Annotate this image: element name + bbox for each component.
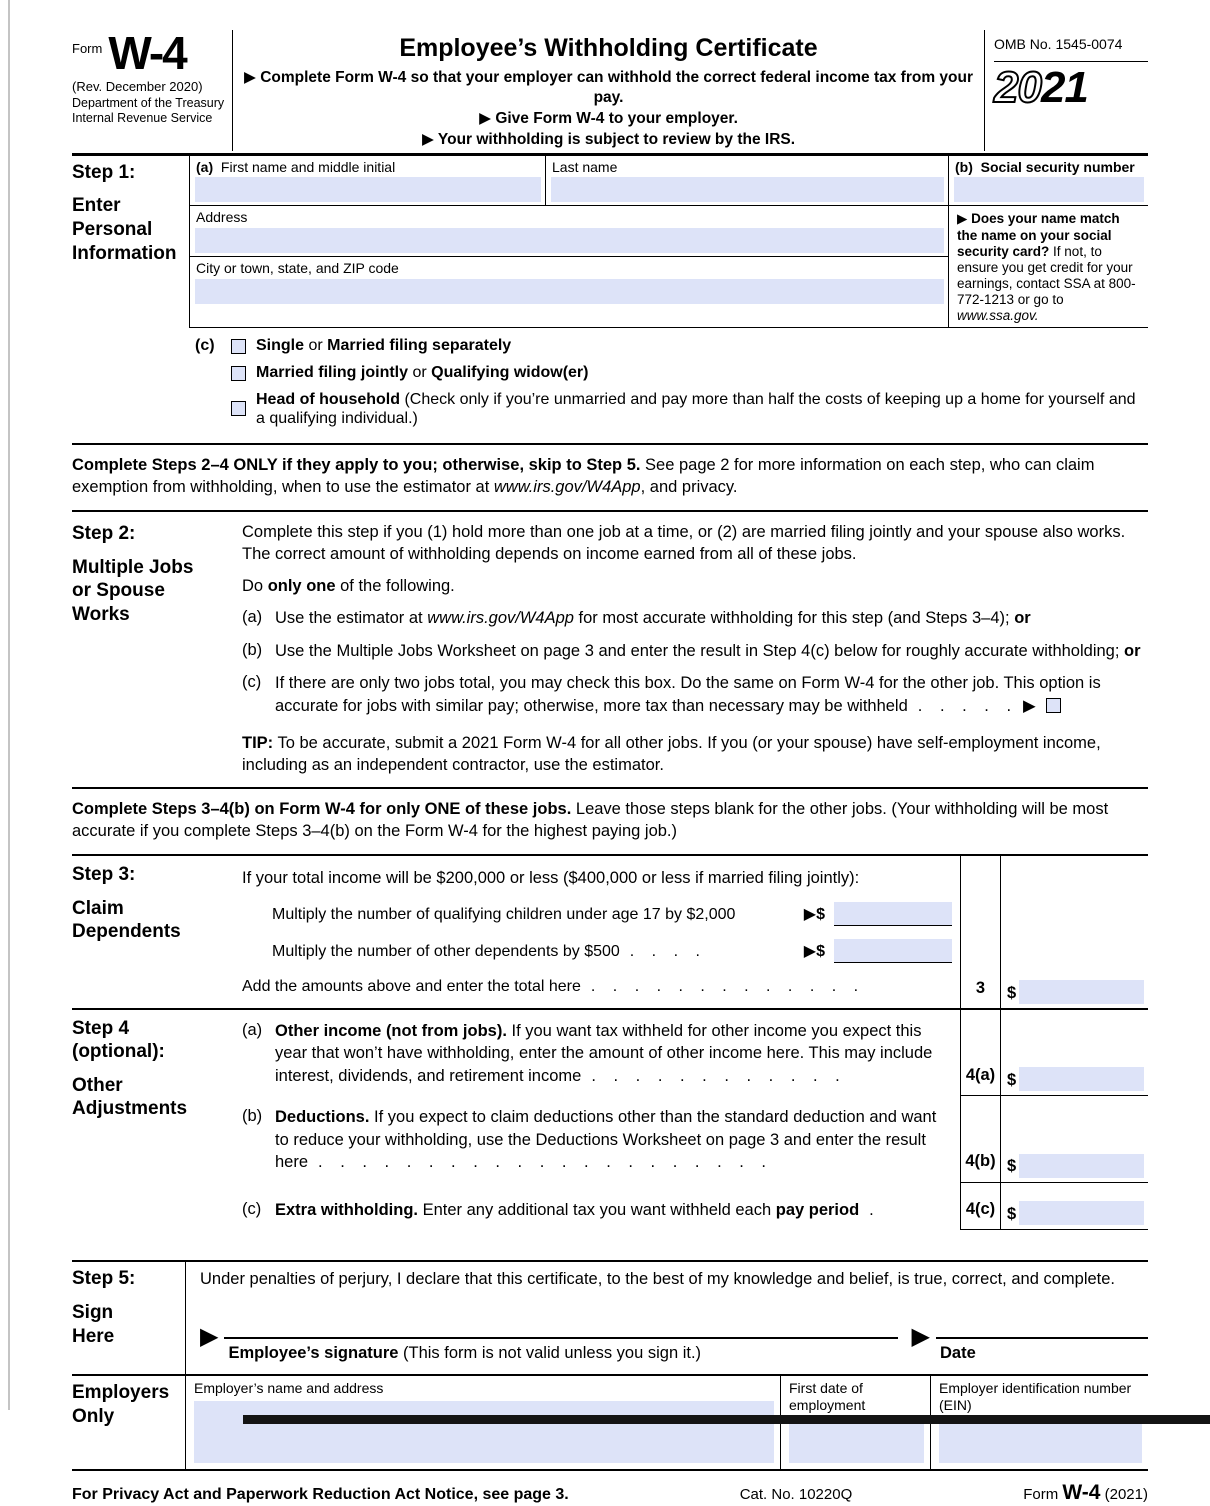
tax-year-outline: 20: [994, 63, 1041, 113]
date-line[interactable]: [936, 1337, 1148, 1364]
step4-label-optional: (optional):: [72, 1040, 165, 1062]
first-name-input[interactable]: [195, 177, 541, 202]
signature-row: [200, 1322, 1148, 1364]
ssn-tag: (b): [955, 158, 973, 175]
filing-status-group: [189, 328, 1148, 443]
header-instruction-3: ▶ Your withholding is subject to review by the IRS.: [421, 130, 796, 148]
ein-input[interactable]: [939, 1418, 1142, 1463]
first-name-label: First name and middle initial: [220, 158, 396, 175]
step3-title: Claim Dependents: [72, 897, 181, 943]
address-label: Address: [196, 209, 248, 226]
tax-year: [994, 62, 1148, 113]
step3-total-row: [242, 966, 1148, 1008]
spacer: [72, 1230, 1148, 1260]
step3-section: [72, 854, 1148, 1010]
step2-title: Multiple Jobs or Spouse Works: [72, 556, 194, 626]
ssa-note-plain: If not, to ensure you get credit for your earnings, contact SSA at 800-772-1213 or go to: [957, 243, 1136, 308]
line-number-3: 3: [975, 978, 986, 997]
step2-option-c: (c) If there are only two jobs total, you may check this box. Do the same on Form W-4 for the other job. This option is accurate for jobs with similar pay; otherwise, more tax than necessary may be withheld . . . . . ▶: [242, 672, 1148, 717]
form-number: W-4: [108, 27, 186, 79]
step5-title: Sign Here: [72, 1301, 115, 1347]
city-cell: [190, 257, 948, 304]
step4c-row: (c) Extra withholding. Enter any additional tax you want withheld each pay period . 4(c) $: [242, 1183, 1148, 1230]
form-header: [72, 27, 1148, 156]
step3-label-column: [72, 856, 242, 1008]
signature-arrow-icon: ▶: [200, 1322, 219, 1350]
date-label: Date: [940, 1343, 976, 1362]
step3-intro-row: [242, 856, 1148, 892]
first-name-cell: [190, 156, 545, 206]
filing-option-row: [195, 390, 1148, 428]
form-footer: [72, 1479, 1148, 1506]
step2-tip: TIP: To be accurate, submit a 2021 Form W-4 for all other jobs. If you (or your spouse) have self-employment income, including as an independent contractor, use the estimator.: [242, 733, 1101, 775]
employee-signature-line[interactable]: [224, 1337, 897, 1364]
dot-leader: .: [869, 1200, 874, 1219]
other-dependents-amount-input[interactable]: [834, 939, 952, 963]
line-number-4a: 4(a): [965, 1065, 996, 1084]
omb-year-block: [985, 30, 1148, 151]
address-cell: [190, 206, 948, 257]
step2-do-only-one: Do only one of the following.: [242, 576, 455, 595]
step1-section: [72, 156, 1148, 443]
right-arrow-icon: ▶: [803, 906, 817, 924]
steps-2-4-note: Complete Steps 2–4 ONLY if they apply to you; otherwise, skip to Step 5. See page 2 for more information on each step, who can claim exemption from withholding, when to use the estimator at www.irs.gov/W4App, and privacy.: [72, 456, 1095, 497]
city-state-zip-input[interactable]: [195, 279, 944, 304]
step2-intro: Complete this step if you (1) hold more than one job at a time, or (2) are married filing jointly and your spouse also works. The correct amount of withholding depends on income earned from all of these jobs.: [242, 522, 1126, 564]
filing-option-row: [195, 363, 1148, 382]
step4b-row: (b) Deductions. If you expect to claim deductions other than the standard deduction and want to reduce your withholding, use the Deductions Worksheet on page 3 and enter the result here . . . . . . . . . . . . . . . . . . . . . 4(b) $: [242, 1096, 1148, 1182]
dot-leader: . . . . . . . . . . . . . . . . . . . . .: [318, 1153, 766, 1172]
step2-label: Step 2:: [72, 522, 136, 544]
ssa-note-url: www.ssa.gov.: [957, 308, 1039, 324]
ssn-label: Social security number: [980, 158, 1135, 175]
signature-validity-note: (This form is not valid unless you sign it.): [398, 1343, 702, 1362]
filing-option-label: Married filing jointly or Qualifying widow(er): [256, 364, 589, 382]
step1-label: Step 1:: [72, 161, 136, 183]
step5-section: [72, 1260, 1148, 1374]
total-credits-input[interactable]: [1019, 980, 1144, 1004]
page-edge-artifact: [8, 0, 10, 1410]
form-title-block: [232, 30, 985, 151]
step4-label-column: [72, 1010, 242, 1230]
qualifying-children-amount-input[interactable]: [834, 902, 952, 926]
dot-leader: . . . . . . . . . . . .: [591, 1066, 840, 1085]
extra-withholding-input[interactable]: [1019, 1201, 1144, 1225]
step4-title: Other Adjustments: [72, 1074, 188, 1120]
children-multiply-text: Multiply the number of qualifying children under age 17 by $2,000: [272, 906, 736, 924]
step1-title: Enter Personal Information: [72, 195, 177, 264]
dollar-sign: $: [1007, 1157, 1017, 1176]
ssn-input[interactable]: [954, 177, 1144, 202]
step5-label: Step 5:: [72, 1268, 136, 1290]
w4-form-page: [72, 27, 1148, 1506]
last-name-input[interactable]: [551, 177, 944, 202]
deductions-input[interactable]: [1019, 1154, 1144, 1178]
step3-children-row: [242, 892, 1148, 929]
privacy-act-notice: For Privacy Act and Paperwork Reduction Act Notice, see page 3.: [72, 1486, 569, 1504]
step4b-tag: (b): [242, 1107, 263, 1126]
employer-name-address-input[interactable]: [194, 1401, 774, 1463]
dot-leader: . . . . .: [917, 696, 1012, 715]
form-title: Employee’s Withholding Certificate: [399, 34, 818, 62]
last-name-cell: [545, 156, 948, 206]
step2-option-a-tag: (a): [242, 608, 263, 627]
first-name-tag: (a): [196, 158, 214, 175]
line-number-4b: 4(b): [965, 1152, 996, 1171]
address-input[interactable]: [195, 228, 944, 253]
employer-name-label: Employer’s name and address: [194, 1380, 384, 1397]
catalog-number: Cat. No. 10220Q: [739, 1486, 853, 1504]
step4a-tag: (a): [242, 1020, 263, 1039]
employers-only-label: Employers Only: [72, 1382, 170, 1427]
dependents-multiply-text: Multiply the number of other dependents by $500: [272, 943, 620, 961]
step4-label: Step 4: [72, 1017, 130, 1039]
step5-label-column: [72, 1262, 185, 1374]
omb-number: OMB No. 1545-0074: [994, 30, 1148, 62]
filing-tag: (c): [195, 336, 215, 354]
header-instruction-2: ▶ Give Form W-4 to your employer.: [479, 110, 738, 128]
footer-form-id: Form W-4 (2021): [1023, 1481, 1148, 1505]
dollar-sign: $: [816, 906, 825, 924]
ein-label: Employer identification number (EIN): [939, 1380, 1132, 1413]
last-name-label: Last name: [552, 158, 618, 175]
form-id-block: [72, 27, 232, 151]
step2-option-b: (b) Use the Multiple Jobs Worksheet on page 3 and enter the result in Step 4(c) below for roughly accurate withholding; or: [242, 640, 1148, 662]
add-amounts-text: Add the amounts above and enter the total here: [242, 978, 581, 996]
dot-leader: . . . . . . . . . . . . .: [590, 978, 859, 996]
step1-label-column: [72, 156, 189, 443]
married-filing-jointly-checkbox[interactable]: [231, 366, 246, 381]
department-line-1: Department of the Treasury: [72, 95, 225, 110]
dollar-sign: $: [1007, 1070, 1017, 1089]
tax-year-solid: 21: [1040, 63, 1088, 113]
single-or-married-filing-separately-checkbox[interactable]: [231, 339, 246, 354]
step3-intro: If your total income will be $200,000 or less ($400,000 or less if married filing jointly):: [242, 868, 860, 887]
signature-label: Employee’s signature: [228, 1343, 399, 1362]
dollar-sign: $: [1007, 1204, 1017, 1223]
ssa-note: [948, 206, 1148, 326]
header-instruction-1: ▶ Complete Form W-4 so that your employer can withhold the correct federal income tax from your pay.: [243, 68, 974, 107]
form-revision: (Rev. December 2020): [72, 78, 203, 94]
filing-option-label: Single or Married filing separately: [256, 337, 512, 355]
personal-info-grid: [189, 156, 1148, 328]
footer-form-number: W-4: [1062, 1481, 1101, 1505]
perjury-statement: Under penalties of perjury, I declare that this certificate, to the best of my knowledge and belief, is true, correct, and complete.: [200, 1270, 1116, 1289]
step2-option-a: (a) Use the estimator at www.irs.gov/W4App for most accurate withholding for this step (and Steps 3–4); or: [242, 607, 1148, 629]
date-arrow-icon: ▶: [911, 1322, 930, 1350]
line-number-4c: 4(c): [965, 1199, 996, 1218]
step2-option-c-tag: (c): [242, 673, 262, 692]
scan-artifact-bar: [243, 1415, 1210, 1424]
right-arrow-icon: ▶: [1023, 696, 1036, 715]
ssn-cell: [948, 156, 1148, 206]
first-date-of-employment-input[interactable]: [789, 1418, 924, 1463]
step2-label-column: [72, 521, 242, 777]
city-label: City or town, state, and ZIP code: [196, 260, 399, 277]
other-income-input[interactable]: [1019, 1067, 1144, 1091]
step3-dependents-row: [242, 929, 1148, 966]
employment-date-label: First date of employment: [789, 1380, 866, 1413]
ssa-note-bold: ▶ Does your name match the name on your social security card?: [957, 211, 1120, 259]
step4a-row: (a) Other income (not from jobs). If you want tax withheld for other income you expect this year that won’t have withholding, enter the amount of other income here. This may include interest, dividends, and retirement income . . . . . . . . . . . . 4(a) $: [242, 1010, 1148, 1096]
step4-section: [72, 1010, 1148, 1230]
step3-label: Step 3:: [72, 863, 136, 885]
two-jobs-checkbox[interactable]: [1046, 698, 1061, 713]
filing-option-label: Head of household (Check only if you’re unmarried and pay more than half the costs of keeping up a home for yourself and a qualifying individual.): [256, 390, 1136, 427]
dollar-sign: $: [1007, 983, 1017, 1002]
form-word: Form: [72, 41, 103, 56]
step4c-tag: (c): [242, 1199, 262, 1218]
dot-leader: . . . .: [629, 943, 700, 961]
right-arrow-icon: ▶: [803, 943, 817, 961]
steps-3-4b-note: Complete Steps 3–4(b) on Form W-4 for only ONE of these jobs. Leave those steps blank for the other jobs. (Your withholding will be most accurate if you complete Steps 3–4(b) on the Form W-4 for the highest paying job.): [72, 799, 1109, 841]
step2-section: [72, 510, 1148, 787]
head-of-household-checkbox[interactable]: [231, 401, 246, 416]
department-line-2: Internal Revenue Service: [72, 111, 213, 126]
filing-option-row: [195, 336, 1148, 357]
dollar-sign: $: [816, 943, 825, 961]
step2-option-b-tag: (b): [242, 640, 263, 659]
